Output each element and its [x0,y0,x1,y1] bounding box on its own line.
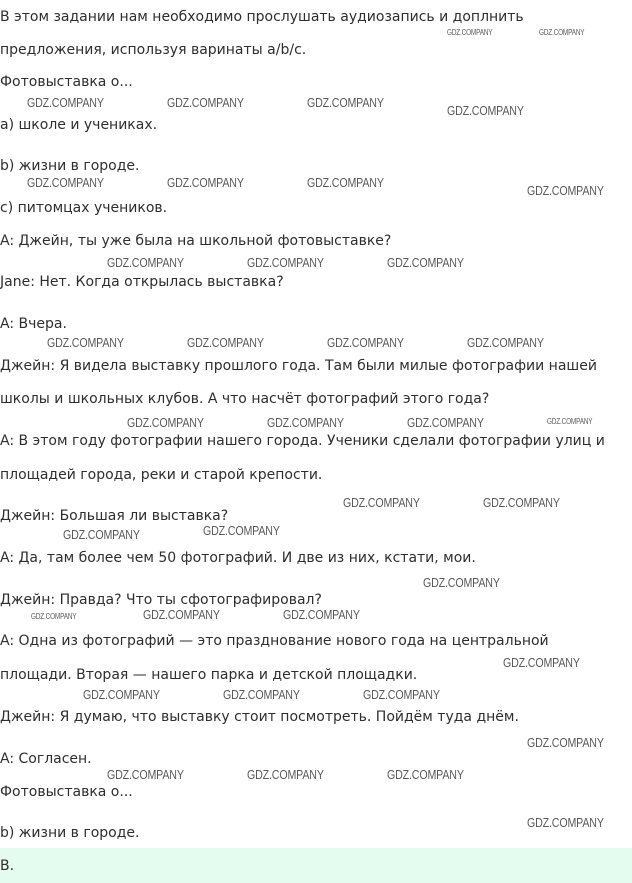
watermark: GDZ.COMPANY [127,415,204,430]
watermark: GDZ.COMPANY [27,175,104,190]
watermark: GDZ.COMPANY [539,28,585,37]
watermark: GDZ.COMPANY [387,255,464,270]
watermark: GDZ.COMPANY [423,575,500,590]
dialogue-line: A: Вчера. [0,316,67,332]
dialogue-line: площади. Вторая — нашего парка и детской площадки. [0,667,418,683]
watermark: GDZ.COMPANY [267,415,344,430]
question-stem: Фотовыставка о... [0,74,133,90]
dialogue-line: A: Одна из фотографий — это празднование нового года на центральной [0,633,549,649]
watermark: GDZ.COMPANY [223,687,300,702]
dialogue-line: Джейн: Я видела выставку прошлого года. Там были милые фотографии нашей [0,358,597,374]
watermark: GDZ.COMPANY [143,607,220,622]
watermark: GDZ.COMPANY [527,815,604,830]
watermark: GDZ.COMPANY [307,175,384,190]
dialogue-line: Джейн: Я думаю, что выставку стоит посмотреть. Пойдём туда днём. [0,709,519,725]
watermark: GDZ.COMPANY [407,415,484,430]
dialogue-line: A: Джейн, ты уже была на школьной фотовыставке? [0,233,392,249]
watermark: GDZ.COMPANY [503,655,580,670]
dialogue-line: A: В этом году фотографии нашего города. Ученики сделали фотографии улиц и [0,433,605,449]
instruction-line-2: предложения, используя варинаты a/b/c. [0,42,307,58]
chosen-option: b) жизни в городе. [0,825,140,841]
watermark: GDZ.COMPANY [63,527,140,542]
watermark: GDZ.COMPANY [107,767,184,782]
option-b: b) жизни в городе. [0,158,140,174]
watermark: GDZ.COMPANY [547,417,593,426]
watermark: GDZ.COMPANY [447,103,524,118]
watermark: GDZ.COMPANY [31,612,77,621]
watermark: GDZ.COMPANY [363,687,440,702]
watermark: GDZ.COMPANY [247,767,324,782]
answer-box [0,848,632,883]
watermark: GDZ.COMPANY [483,495,560,510]
watermark: GDZ.COMPANY [83,687,160,702]
watermark: GDZ.COMPANY [47,335,124,350]
dialogue-line: Джейн: Правда? Что ты сфотографировал? [0,592,322,608]
dialogue-line: A: Да, там более чем 50 фотографий. И две из них, кстати, мои. [0,550,476,566]
watermark: GDZ.COMPANY [203,523,280,538]
dialogue-line: школы и школьных клубов. А что насчёт фотографий этого года? [0,391,490,407]
dialogue-line: A: Согласен. [0,751,92,767]
option-a: a) школе и учениках. [0,117,158,133]
dialogue-line: площадей города, реки и старой крепости. [0,467,323,483]
watermark: GDZ.COMPANY [467,335,544,350]
watermark: GDZ.COMPANY [167,175,244,190]
watermark: GDZ.COMPANY [307,95,384,110]
watermark: GDZ.COMPANY [343,495,420,510]
option-c: c) питомцах учеников. [0,200,168,216]
watermark: GDZ.COMPANY [327,335,404,350]
watermark: GDZ.COMPANY [283,607,360,622]
watermark: GDZ.COMPANY [387,767,464,782]
dialogue-line: Jane: Нет. Когда открылась выставка? [0,274,284,290]
watermark: GDZ.COMPANY [107,255,184,270]
answer-text: B. [0,858,15,874]
watermark: GDZ.COMPANY [247,255,324,270]
watermark: GDZ.COMPANY [527,735,604,750]
watermark: GDZ.COMPANY [187,335,264,350]
dialogue-line: Джейн: Большая ли выставка? [0,508,229,524]
watermark: GDZ.COMPANY [527,183,604,198]
instruction-line-1: В этом задании нам необходимо прослушать аудиозапись и доплнить [0,9,524,25]
watermark: GDZ.COMPANY [27,95,104,110]
watermark: GDZ.COMPANY [167,95,244,110]
question-stem-repeat: Фотовыставка о... [0,784,133,800]
watermark: GDZ.COMPANY [447,28,493,37]
